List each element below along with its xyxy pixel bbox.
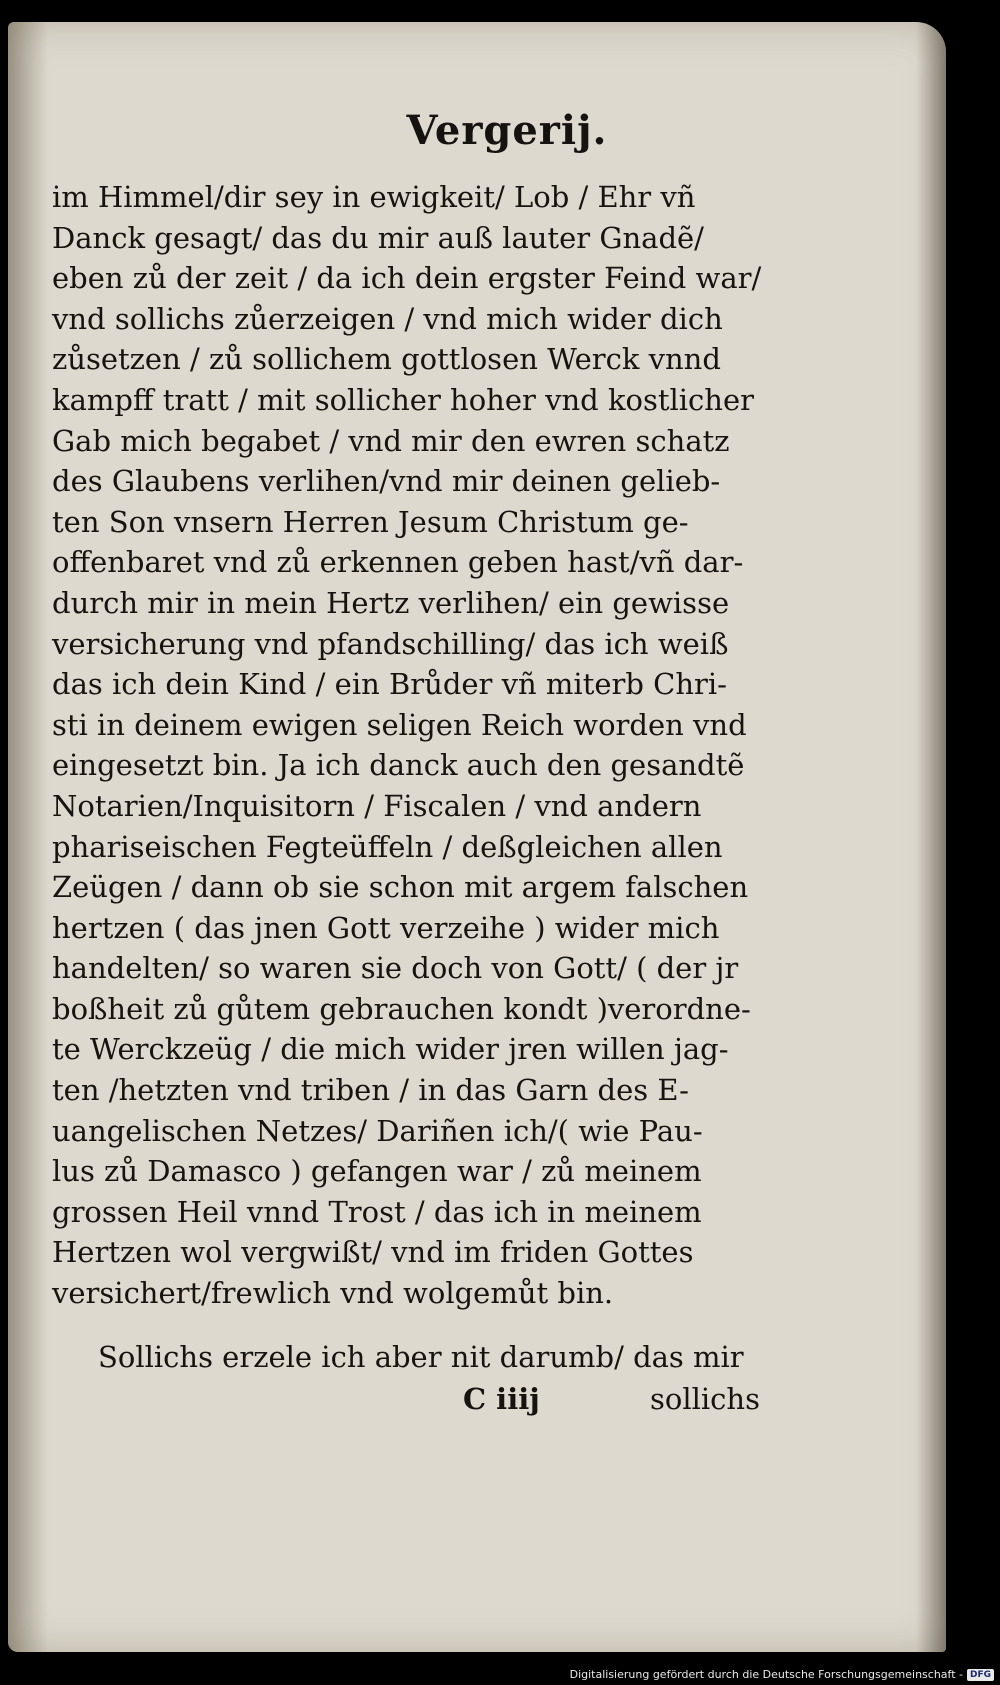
digitization-footer: [570, 1668, 994, 1681]
text-line: versichert/frewlich vnd wolgemůt bin.: [52, 1276, 614, 1311]
next-paragraph-line: Sollichs erzele ich aber nit darumb/ das mir: [98, 1340, 744, 1374]
text-line: sti in deinem ewigen seligen Reich worden vnd: [52, 707, 747, 742]
text-line: Danck gesagt/ das du mir auß lauter Gnadẽ/: [52, 220, 704, 255]
text-line: eingesetzt bin. Ja ich danck auch den gesandtẽ: [52, 748, 745, 783]
text-line: versicherung vnd pfandschilling/ das ich weiß: [52, 626, 729, 661]
text-line: offenbaret vnd zů erkennen geben hast/vñ dar-: [52, 545, 744, 580]
text-line: Notarien/Inquisitorn / Fiscalen / vnd andern: [52, 788, 702, 823]
text-line: handelten/ so waren sie doch von Gott/ ( der jr: [52, 951, 739, 986]
text-line: kampff tratt / mit sollicher hoher vnd kostlicher: [52, 382, 755, 417]
text-line: des Glaubens verlihen/vnd mir deinen gelieb-: [52, 464, 721, 499]
running-header: Vergerij.: [406, 107, 608, 154]
footer-credit: Digitalisierung gefördert durch die Deutsche Forschungsgemeinschaft -: [569, 1668, 963, 1681]
text-line: ten Son vnsern Herren Jesum Christum ge-: [52, 504, 689, 539]
text-line: zůsetzen / zů sollichem gottlosen Werck vnnd: [52, 342, 721, 377]
text-line: uangelischen Netzes/ Dariñen ich/( wie Pau-: [52, 1113, 703, 1148]
text-line: lus zů Damasco ) gefangen war / zů meinem: [52, 1154, 702, 1189]
body-text: [52, 177, 762, 1314]
text-line: Hertzen wol vergwißt/ vnd im friden Gottes: [52, 1235, 694, 1270]
text-line: grossen Heil vnnd Trost / das ich in meinem: [52, 1194, 702, 1229]
page-foot-row: [8, 1382, 768, 1424]
catchword: sollichs: [650, 1382, 760, 1416]
text-line: das ich dein Kind / ein Brůder vñ miterb Chri-: [52, 667, 727, 702]
text-line: vnd sollichs zůerzeigen / vnd mich wider dich: [52, 301, 723, 336]
text-line: eben zů der zeit / da ich dein ergster Feind war/: [52, 261, 762, 296]
text-line: boßheit zů gůtem gebrauchen kondt )verordne-: [52, 991, 751, 1026]
text-line: im Himmel/dir sey in ewigkeit/ Lob / Ehr vñ: [52, 180, 696, 214]
text-line: Zeügen / dann ob sie schon mit argem falschen: [52, 870, 749, 905]
text-line: durch mir in mein Hertz verlihen/ ein gewisse: [52, 585, 730, 620]
text-line: Gab mich begabet / vnd mir den ewren schatz: [52, 423, 730, 458]
signature-mark: C iiij: [463, 1382, 540, 1416]
text-line: phariseischen Fegteüffeln / deßgleichen allen: [52, 829, 723, 864]
book-page: [8, 22, 946, 1652]
text-line: hertzen ( das jnen Gott verzeihe ) wider mich: [52, 910, 720, 945]
text-line: ten /hetzten vnd triben / in das Garn des E-: [52, 1073, 689, 1108]
dfg-logo: DFG: [967, 1669, 994, 1681]
text-line: te Werckzeüg / die mich wider jren willen jag-: [52, 1032, 729, 1067]
